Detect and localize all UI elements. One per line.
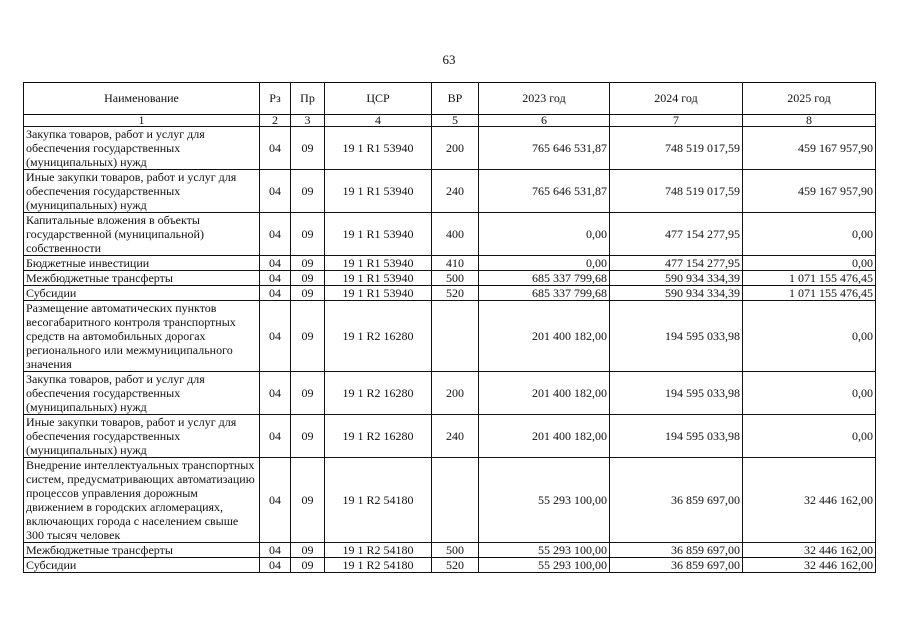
row-2024: 748 519 017,59	[610, 127, 743, 170]
row-csr: 19 1 R2 16280	[325, 372, 432, 415]
row-2023: 55 293 100,00	[479, 543, 610, 558]
row-2025: 32 446 162,00	[743, 458, 876, 543]
header-csr: ЦСР	[325, 83, 432, 115]
row-2023: 765 646 531,87	[479, 127, 610, 170]
row-rz: 04	[260, 558, 291, 573]
table-row	[24, 301, 876, 372]
row-csr: 19 1 R1 53940	[325, 256, 432, 271]
row-2024: 36 859 697,00	[610, 543, 743, 558]
table-header-row	[24, 83, 876, 115]
column-index: 7	[610, 115, 743, 127]
row-vr: 240	[432, 170, 479, 213]
column-index: 8	[743, 115, 876, 127]
row-2025: 0,00	[743, 301, 876, 372]
row-2023: 0,00	[479, 256, 610, 271]
row-csr: 19 1 R1 53940	[325, 170, 432, 213]
row-2025: 0,00	[743, 256, 876, 271]
row-2023: 55 293 100,00	[479, 458, 610, 543]
column-index: 1	[24, 115, 260, 127]
row-name: Капитальные вложения в объекты государственной (муниципальной) собственности	[24, 213, 260, 256]
header-vr: ВР	[432, 83, 479, 115]
row-2023: 55 293 100,00	[479, 558, 610, 573]
row-csr: 19 1 R2 16280	[325, 415, 432, 458]
row-pr: 09	[291, 286, 325, 301]
row-pr: 09	[291, 458, 325, 543]
row-2023: 765 646 531,87	[479, 170, 610, 213]
column-index: 3	[291, 115, 325, 127]
header-2025: 2025 год	[743, 83, 876, 115]
row-name: Размещение автоматических пунктов весогабаритного контроля транспортных средств на автомобильных дорогах регионального или межмуниципального значения	[24, 301, 260, 372]
row-pr: 09	[291, 301, 325, 372]
table-row	[24, 558, 876, 573]
row-vr: 200	[432, 372, 479, 415]
row-2025: 459 167 957,90	[743, 170, 876, 213]
row-csr: 19 1 R2 54180	[325, 543, 432, 558]
row-rz: 04	[260, 256, 291, 271]
row-vr: 520	[432, 558, 479, 573]
table-row	[24, 256, 876, 271]
row-rz: 04	[260, 372, 291, 415]
row-rz: 04	[260, 415, 291, 458]
row-2025: 0,00	[743, 415, 876, 458]
row-name: Закупка товаров, работ и услуг для обеспечения государственных (муниципальных) нужд	[24, 127, 260, 170]
header-name: Наименование	[24, 83, 260, 115]
header-2023: 2023 год	[479, 83, 610, 115]
row-vr: 240	[432, 415, 479, 458]
row-2023: 0,00	[479, 213, 610, 256]
row-2024: 36 859 697,00	[610, 458, 743, 543]
row-2023: 201 400 182,00	[479, 301, 610, 372]
table-row	[24, 271, 876, 286]
row-name: Иные закупки товаров, работ и услуг для обеспечения государственных (муниципальных) нужд	[24, 415, 260, 458]
row-pr: 09	[291, 372, 325, 415]
row-csr: 19 1 R1 53940	[325, 271, 432, 286]
row-rz: 04	[260, 170, 291, 213]
column-index: 4	[325, 115, 432, 127]
table-row	[24, 415, 876, 458]
row-name: Межбюджетные трансферты	[24, 271, 260, 286]
row-csr: 19 1 R2 54180	[325, 458, 432, 543]
row-vr: 500	[432, 271, 479, 286]
row-vr: 410	[432, 256, 479, 271]
table-row	[24, 543, 876, 558]
row-2024: 194 595 033,98	[610, 372, 743, 415]
row-2024: 477 154 277,95	[610, 213, 743, 256]
row-2023: 201 400 182,00	[479, 372, 610, 415]
row-rz: 04	[260, 301, 291, 372]
row-pr: 09	[291, 415, 325, 458]
row-vr: 500	[432, 543, 479, 558]
row-vr: 520	[432, 286, 479, 301]
row-csr: 19 1 R1 53940	[325, 286, 432, 301]
row-name: Бюджетные инвестиции	[24, 256, 260, 271]
row-2024: 477 154 277,95	[610, 256, 743, 271]
row-pr: 09	[291, 558, 325, 573]
table-row	[24, 458, 876, 543]
row-name: Закупка товаров, работ и услуг для обеспечения государственных (муниципальных) нужд	[24, 372, 260, 415]
row-2024: 194 595 033,98	[610, 301, 743, 372]
row-rz: 04	[260, 543, 291, 558]
column-index: 5	[432, 115, 479, 127]
row-csr: 19 1 R1 53940	[325, 127, 432, 170]
table-row	[24, 127, 876, 170]
row-rz: 04	[260, 458, 291, 543]
row-2024: 590 934 334,39	[610, 286, 743, 301]
row-2025: 459 167 957,90	[743, 127, 876, 170]
page-number: 63	[442, 52, 456, 67]
header-pr: Пр	[291, 83, 325, 115]
row-pr: 09	[291, 271, 325, 286]
row-vr	[432, 458, 479, 543]
row-vr: 200	[432, 127, 479, 170]
row-2025: 0,00	[743, 372, 876, 415]
row-name: Субсидии	[24, 558, 260, 573]
table-row	[24, 286, 876, 301]
row-pr: 09	[291, 170, 325, 213]
row-name: Субсидии	[24, 286, 260, 301]
row-2024: 36 859 697,00	[610, 558, 743, 573]
column-index-row	[24, 115, 876, 127]
header-rz: Рз	[260, 83, 291, 115]
budget-table	[23, 82, 876, 573]
column-index: 6	[479, 115, 610, 127]
row-pr: 09	[291, 543, 325, 558]
row-name: Внедрение интеллектуальных транспортных систем, предусматривающих автоматизацию процессов управления дорожным движением в городских агломерациях, включающих города с населением свыше 300 тысяч человек	[24, 458, 260, 543]
row-2025: 1 071 155 476,45	[743, 271, 876, 286]
row-2024: 194 595 033,98	[610, 415, 743, 458]
row-vr: 400	[432, 213, 479, 256]
table-row	[24, 372, 876, 415]
header-2024: 2024 год	[610, 83, 743, 115]
row-2023: 201 400 182,00	[479, 415, 610, 458]
row-pr: 09	[291, 256, 325, 271]
row-name: Межбюджетные трансферты	[24, 543, 260, 558]
table-row	[24, 213, 876, 256]
row-2025: 0,00	[743, 213, 876, 256]
row-2024: 590 934 334,39	[610, 271, 743, 286]
row-rz: 04	[260, 286, 291, 301]
row-2024: 748 519 017,59	[610, 170, 743, 213]
row-csr: 19 1 R2 16280	[325, 301, 432, 372]
row-csr: 19 1 R2 54180	[325, 558, 432, 573]
column-index: 2	[260, 115, 291, 127]
table-row	[24, 170, 876, 213]
row-2023: 685 337 799,68	[479, 271, 610, 286]
row-2025: 32 446 162,00	[743, 558, 876, 573]
row-vr	[432, 301, 479, 372]
row-rz: 04	[260, 271, 291, 286]
row-csr: 19 1 R1 53940	[325, 213, 432, 256]
row-pr: 09	[291, 127, 325, 170]
row-2025: 32 446 162,00	[743, 543, 876, 558]
row-2025: 1 071 155 476,45	[743, 286, 876, 301]
row-name: Иные закупки товаров, работ и услуг для обеспечения государственных (муниципальных) нужд	[24, 170, 260, 213]
row-rz: 04	[260, 213, 291, 256]
row-rz: 04	[260, 127, 291, 170]
row-pr: 09	[291, 213, 325, 256]
row-2023: 685 337 799,68	[479, 286, 610, 301]
